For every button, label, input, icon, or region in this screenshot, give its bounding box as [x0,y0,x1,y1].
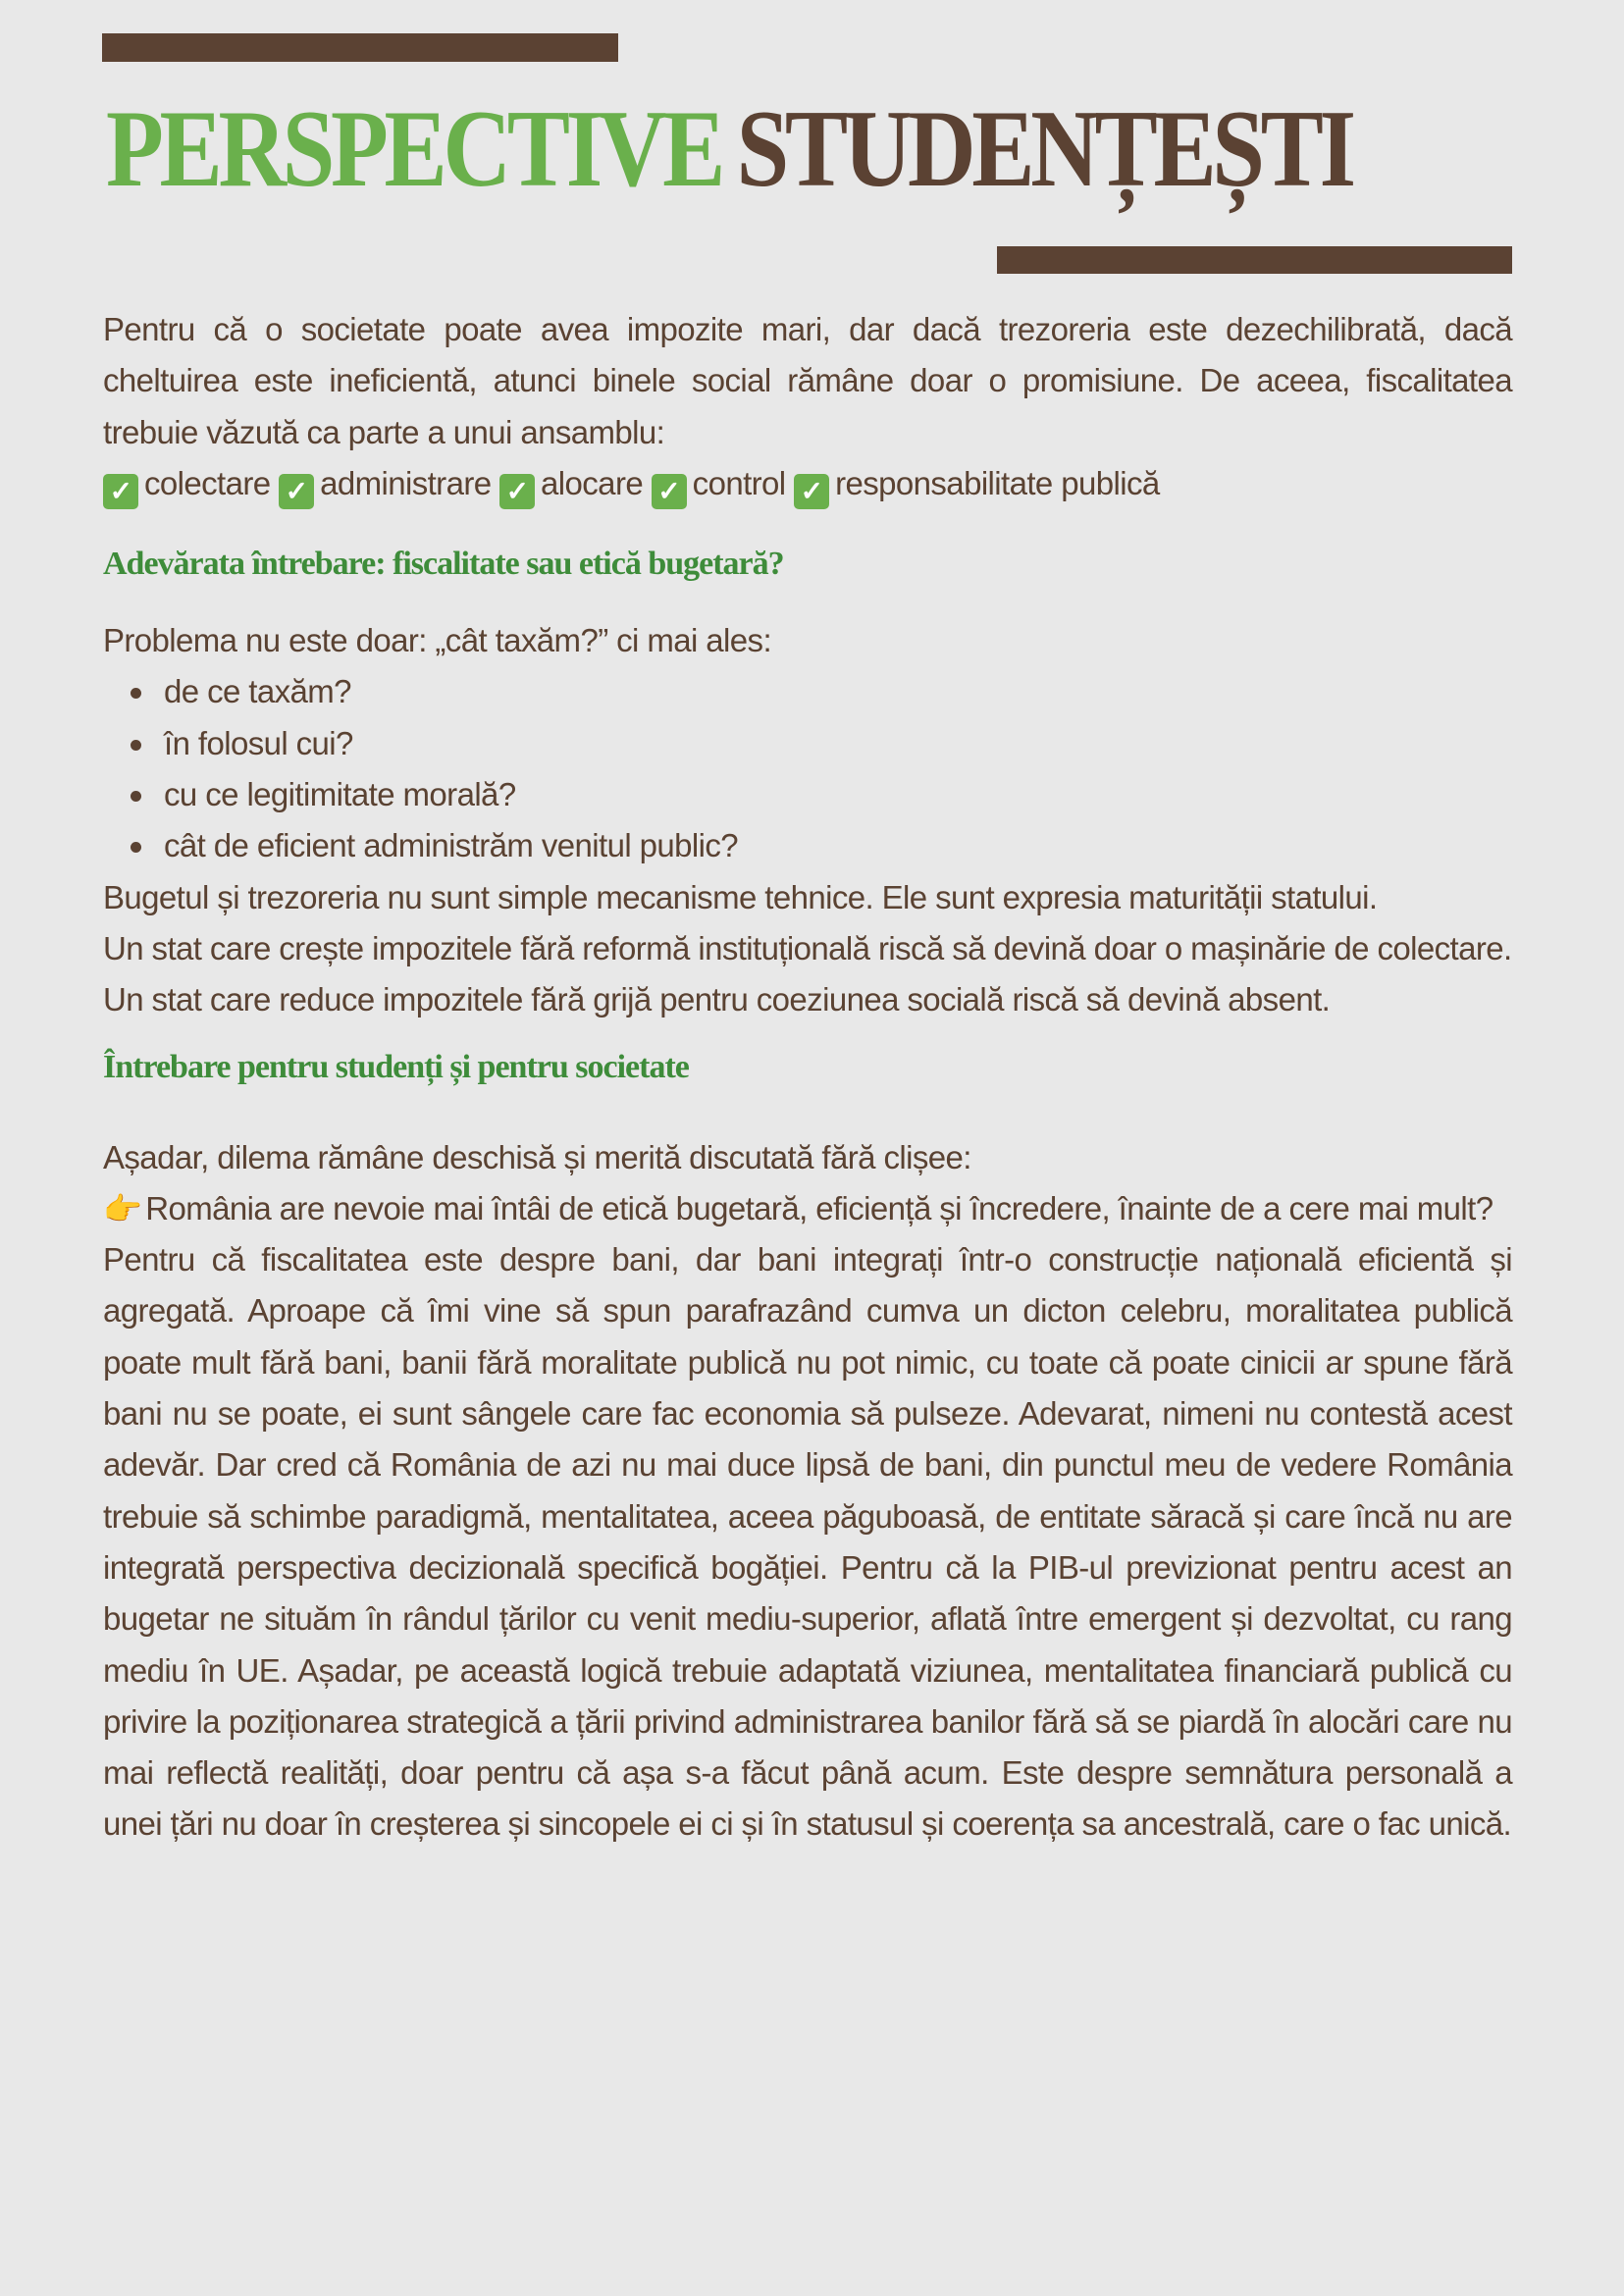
section-heading-ethics: Adevărata întrebare: fiscalitate sau etică bugetară? [103,546,784,583]
section2-question [103,1183,1512,1234]
checklist-item [499,464,644,506]
section1-paragraph: Un stat care crește impozitele fără reformă instituțională riscă să devină doar o mașinărie de colectare. [103,929,1512,966]
checklist [103,458,1512,509]
article-body [103,304,1512,1851]
list-item: de ce taxăm? [164,666,1512,717]
checklist-item [103,464,271,506]
list-item: în folosul cui? [164,718,1512,769]
section2-body: Pentru că fiscalitatea este despre bani, dar bani integrați într-o construcție națională eficientă și agregată. Aproape că îmi vine să spun parafrazând cumva un dicton celebru, moralitatea publică poate mult fără bani, banii fără moralitate publică nu pot nimic, cu toate că poate cinicii ar spune fără bani nu se poate, ei sunt sângele care fac economia să pulseze. Adevarat, nimeni nu contestă acest adevăr. Dar cred că România de azi nu mai duce lipsă de bani, din punctul meu de vedere România trebuie să schimbe paradigmă, mentalitatea, aceea păguboasă, de entitate săracă și care încă nu are integrată perspectiva decizională specifică bogăției. Pentru că la PIB-ul previzionat pentru acest an bugetar ne situăm în rândul țărilor cu venit mediu-superior, aflată între emergent și dezvoltat, cu rang mediu în UE. Așadar, pe această logică trebuie adaptată viziunea, mentalitatea financiară publică cu privire la poziționarea strategică a țării privind administrarea banilor fără să se piardă în alocări care nu mai reflectă realități, doar pentru că așa s-a făcut până acum. Este despre semnătura personală a unei țări nu doar în creșterea și sincopele ei ci și în statusul și coerența sa ancestrală, care o fac unică. [103,1241,1512,1843]
section-heading-question: Întrebare pentru studenți și pentru societate [103,1048,689,1085]
check-mark-icon: ✓ [499,474,535,509]
checklist-label: control [692,464,786,501]
section2-lead: Așadar, dilema rămâne deschisă și merită discutată fără clișee: [103,1138,971,1175]
checklist-item [794,464,1160,506]
title-part-green: PERSPECTIVE [106,88,722,210]
checklist-label: colectare [144,464,271,501]
check-mark-icon: ✓ [794,474,829,509]
check-mark-icon: ✓ [103,474,138,509]
list-item: cât de eficient administrăm venitul public? [164,820,1512,871]
decorative-bar-bottom [997,246,1512,274]
question-text: România are nevoie mai întâi de etică bugetară, eficiență și încredere, înainte de a cere mai mult? [145,1189,1493,1226]
intro-paragraph: Pentru că o societate poate avea impozite mari, dar dacă trezoreria este dezechilibrată, dacă cheltuirea este ineficientă, atunci binele social rămâne doar o promisiune. De aceea, fiscalitatea trebuie văzută ca parte a unui ansamblu: [103,311,1512,450]
section1-lead: Problema nu este doar: „cât taxăm?” ci mai ales: [103,622,772,659]
page-title [106,88,1352,210]
checklist-label: alocare [541,464,644,501]
section1-paragraph: Bugetul și trezoreria nu sunt simple mecanisme tehnice. Ele sunt expresia maturității statului. [103,878,1378,915]
section1-paragraph: Un stat care reduce impozitele fără grijă pentru coeziunea socială riscă să devină absent. [103,981,1331,1018]
title-part-brown: STUDENȚEȘTI [736,88,1352,210]
question-list [103,666,1512,871]
pointing-hand-icon: 👉 [103,1190,142,1226]
check-mark-icon: ✓ [279,474,314,509]
checklist-item [652,464,786,506]
checklist-item [279,464,492,506]
decorative-bar-top [102,33,618,62]
check-mark-icon: ✓ [652,474,687,509]
checklist-label: administrare [320,464,492,501]
checklist-label: responsabilitate publică [835,464,1160,501]
list-item: cu ce legitimitate morală? [164,769,1512,820]
